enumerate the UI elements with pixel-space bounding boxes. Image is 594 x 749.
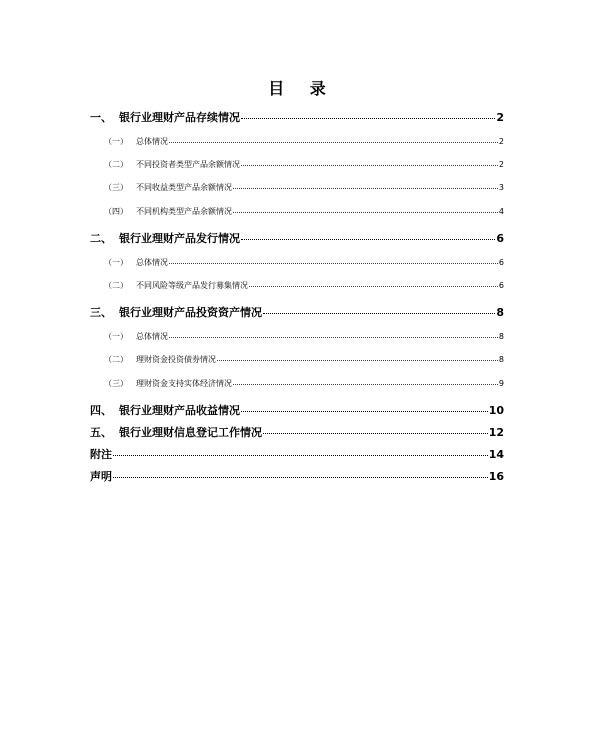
toc-leader-dots bbox=[249, 286, 498, 287]
toc-entry-number: （三） bbox=[104, 379, 128, 388]
toc-entry[interactable] bbox=[90, 378, 504, 389]
toc-leader-dots bbox=[241, 118, 495, 119]
toc-leader-dots bbox=[217, 360, 498, 361]
toc-entry-label: 不同投资者类型产品余额情况 bbox=[136, 160, 240, 169]
toc-entry-page: 3 bbox=[498, 183, 504, 192]
toc-leader-dots bbox=[263, 313, 495, 314]
toc-entry-number: （二） bbox=[104, 355, 128, 364]
toc-leader-dots bbox=[263, 433, 488, 434]
toc-leader-dots bbox=[233, 384, 498, 385]
toc-entry-page: 6 bbox=[496, 232, 504, 245]
toc-entry-page: 6 bbox=[498, 281, 504, 290]
toc-entry[interactable] bbox=[90, 331, 504, 342]
toc-entry[interactable] bbox=[90, 304, 504, 320]
toc-leader-dots bbox=[113, 477, 488, 478]
toc-leader-dots bbox=[233, 212, 498, 213]
toc-entry-label: 总体情况 bbox=[136, 258, 168, 267]
toc-entry-number: （三） bbox=[104, 183, 128, 192]
toc-entry-page: 16 bbox=[488, 470, 504, 483]
toc-entry-number: 一、 bbox=[90, 111, 112, 124]
toc-entry[interactable] bbox=[90, 354, 504, 365]
toc-entry-page: 14 bbox=[488, 448, 504, 461]
toc-entry-label: 银行业理财产品存续情况 bbox=[119, 111, 240, 124]
toc-entry-number: 三、 bbox=[90, 306, 112, 319]
toc-entry[interactable] bbox=[90, 402, 504, 418]
toc-entry-label: 银行业理财产品收益情况 bbox=[119, 404, 240, 417]
toc-entry-label: 声明 bbox=[90, 470, 112, 483]
toc-leader-dots bbox=[169, 142, 498, 143]
toc-entry[interactable] bbox=[90, 257, 504, 268]
toc-entry-number: （四） bbox=[104, 207, 128, 216]
toc-entry[interactable] bbox=[90, 182, 504, 193]
toc-entry-number: （一） bbox=[104, 258, 128, 267]
toc-leader-dots bbox=[113, 455, 488, 456]
toc-entry-label: 附注 bbox=[90, 448, 112, 461]
toc-entry-number: 四、 bbox=[90, 404, 112, 417]
toc-entry-page: 8 bbox=[498, 355, 504, 364]
toc-entry[interactable] bbox=[90, 446, 504, 462]
toc-entry[interactable] bbox=[90, 206, 504, 217]
toc-entry-page: 9 bbox=[498, 379, 504, 388]
toc-entry-label: 理财资金支持实体经济情况 bbox=[136, 379, 232, 388]
toc-entry-page: 4 bbox=[498, 207, 504, 216]
toc-entry-page: 2 bbox=[498, 137, 504, 146]
toc-entry[interactable] bbox=[90, 424, 504, 440]
toc-entry-label: 银行业理财产品发行情况 bbox=[119, 232, 240, 245]
toc-entry-number: 五、 bbox=[90, 426, 112, 439]
toc-leader-dots bbox=[241, 411, 488, 412]
page-title: 目 录 bbox=[268, 79, 336, 98]
toc-entry-label: 银行业理财信息登记工作情况 bbox=[119, 426, 262, 439]
toc-entry[interactable] bbox=[90, 159, 504, 170]
toc-entry-label: 总体情况 bbox=[136, 332, 168, 341]
toc-entry[interactable] bbox=[90, 468, 504, 484]
toc-entry-page: 8 bbox=[496, 306, 504, 319]
toc-entry-page: 6 bbox=[498, 258, 504, 267]
toc-entry-label: 不同风险等级产品发行募集情况 bbox=[136, 281, 248, 290]
toc-entry-label: 不同收益类型产品余额情况 bbox=[136, 183, 232, 192]
toc-leader-dots bbox=[241, 239, 495, 240]
toc-entry[interactable] bbox=[90, 136, 504, 147]
toc-entry-label: 银行业理财产品投资资产情况 bbox=[119, 306, 262, 319]
toc-entry-page: 8 bbox=[498, 332, 504, 341]
toc-entry[interactable] bbox=[90, 230, 504, 246]
toc-entry-label: 总体情况 bbox=[136, 137, 168, 146]
toc-leader-dots bbox=[169, 263, 498, 264]
toc-entry-page: 2 bbox=[496, 111, 504, 124]
toc-entry-number: （二） bbox=[104, 281, 128, 290]
toc-entry-number: （二） bbox=[104, 160, 128, 169]
toc-entry-number: （一） bbox=[104, 332, 128, 341]
toc-leader-dots bbox=[233, 188, 498, 189]
toc-entry-label: 理财资金投资债券情况 bbox=[136, 355, 216, 364]
toc-entry-number: 二、 bbox=[90, 232, 112, 245]
toc-leader-dots bbox=[241, 165, 498, 166]
toc-leader-dots bbox=[169, 337, 498, 338]
toc-entry-number: （一） bbox=[104, 137, 128, 146]
toc-entry-page: 12 bbox=[488, 426, 504, 439]
toc-entry[interactable] bbox=[90, 280, 504, 291]
toc-entry-label: 不同机构类型产品余额情况 bbox=[136, 207, 232, 216]
toc-entry[interactable] bbox=[90, 109, 504, 125]
toc-entry-page: 10 bbox=[488, 404, 504, 417]
toc-entry-page: 2 bbox=[498, 160, 504, 169]
